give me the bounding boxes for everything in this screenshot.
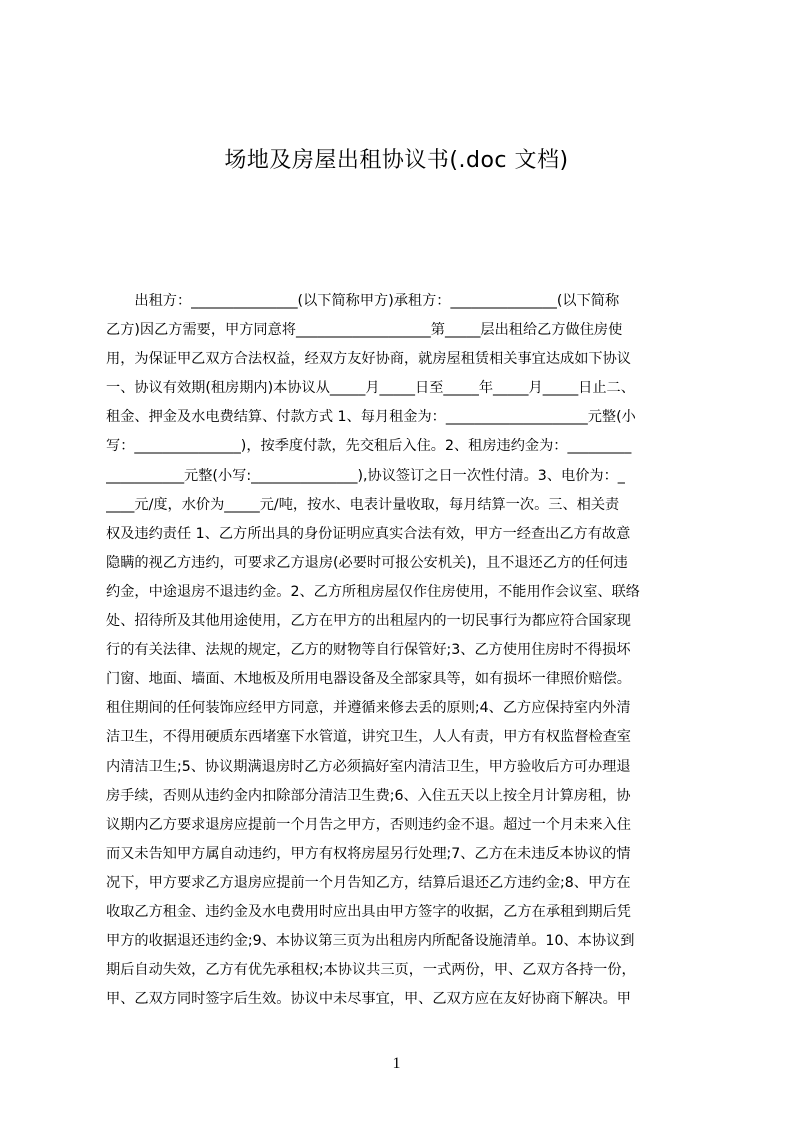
body-line: 写：_______________)，按季度付款，先交租后入住。2、租房违约金为：_________ — [106, 438, 632, 455]
body-line: 权及违约责任 1、乙方所出具的身份证明应真实合法有效，甲方一经查出乙方有故意 — [106, 525, 631, 542]
body-line: 出租方：_______________(以下简称甲方)承租方：_______________(以下简称 — [106, 293, 620, 309]
agreement-body — [106, 287, 697, 1017]
body-line: ___________元整(小写:_______________),协议签订之日一次性付清。3、电价为：_ — [106, 467, 625, 484]
body-line: 洁卫生，不得用硬质东西堵塞下水管道，讲究卫生，人人有责，甲方有权监督检查室 — [106, 729, 631, 746]
body-line: 甲方的收据退还违约金;9、本协议第三页为出租房内所配备设施清单。10、本协议到 — [106, 933, 635, 950]
body-line: 用，为保证甲乙双方合法权益，经双方友好协商，就房屋租赁相关事宜达成如下协议 — [106, 351, 631, 368]
body-line: 处、招待所及其他用途使用，乙方在甲方的出租屋内的一切民事行为都应符合国家现 — [106, 613, 631, 630]
body-line: 议期内乙方要求退房应提前一个月告之甲方，否则违约金不退。超过一个月未来入住 — [106, 816, 631, 833]
body-line: 况下，甲方要求乙方退房应提前一个月告知乙方，结算后退还乙方违约金;8、甲方在 — [106, 874, 631, 891]
body-line: 租住期间的任何装饰应经甲方同意，并遵循来修去丢的原则;4、乙方应保持室内外清 — [106, 700, 631, 717]
body-line: 约金，中途退房不退违约金。2、乙方所租房屋仅作住房使用，不能用作会议室、联络 — [106, 583, 640, 600]
body-line: 期后自动失效，乙方有优先承租权;本协议共三页，一式两份，甲、乙双方各持一份， — [106, 962, 636, 979]
body-line: 乙方)因乙方需要，甲方同意将___________________第_____层出租给乙方做住房使 — [106, 322, 623, 339]
body-line: ____元/度，水价为_____元/吨，按水、电表计量收取，每月结算一次。三、相关责 — [106, 496, 620, 513]
body-line: 收取乙方租金、违约金及水电费用时应出具由甲方签字的收据，乙方在承租到期后凭 — [106, 903, 631, 920]
page-number: 1 — [392, 1055, 401, 1072]
body-line: 租金、押金及水电费结算、付款方式 1、每月租金为：____________________元整(小 — [106, 409, 636, 426]
body-line: 内清洁卫生;5、协议期满退房时乙方必须搞好室内清洁卫生，甲方验收后方可办理退 — [106, 758, 631, 775]
body-line: 房手续，否则从违约金内扣除部分清洁卫生费;6、入住五天以上按全月计算房租，协 — [106, 787, 631, 804]
body-line: 甲、乙双方同时签字后生效。协议中未尽事宜，甲、乙双方应在友好协商下解决。甲 — [106, 991, 631, 1008]
body-line: 行的有关法律、法规的规定，乙方的财物等自行保管好;3、乙方使用住房时不得损坏 — [106, 642, 631, 659]
body-line — [106, 1014, 697, 1017]
body-line: 门窗、地面、墙面、木地板及所用电器设备及全部家具等，如有损坏一律照价赔偿。 — [106, 671, 631, 688]
body-line: 一、协议有效期(租房期内)本协议从_____月_____日至_____年_____月_____日止二、 — [106, 380, 635, 397]
document-title: 场地及房屋出租协议书(.doc 文档) — [224, 148, 569, 173]
body-line: 隐瞒的视乙方违约，可要求乙方退房(必要时可报公安机关)，且不退还乙方的任何违 — [106, 554, 628, 571]
body-line: 而又未告知甲方属自动违约，甲方有权将房屋另行处理;7、乙方在未违反本协议的情 — [106, 845, 631, 862]
